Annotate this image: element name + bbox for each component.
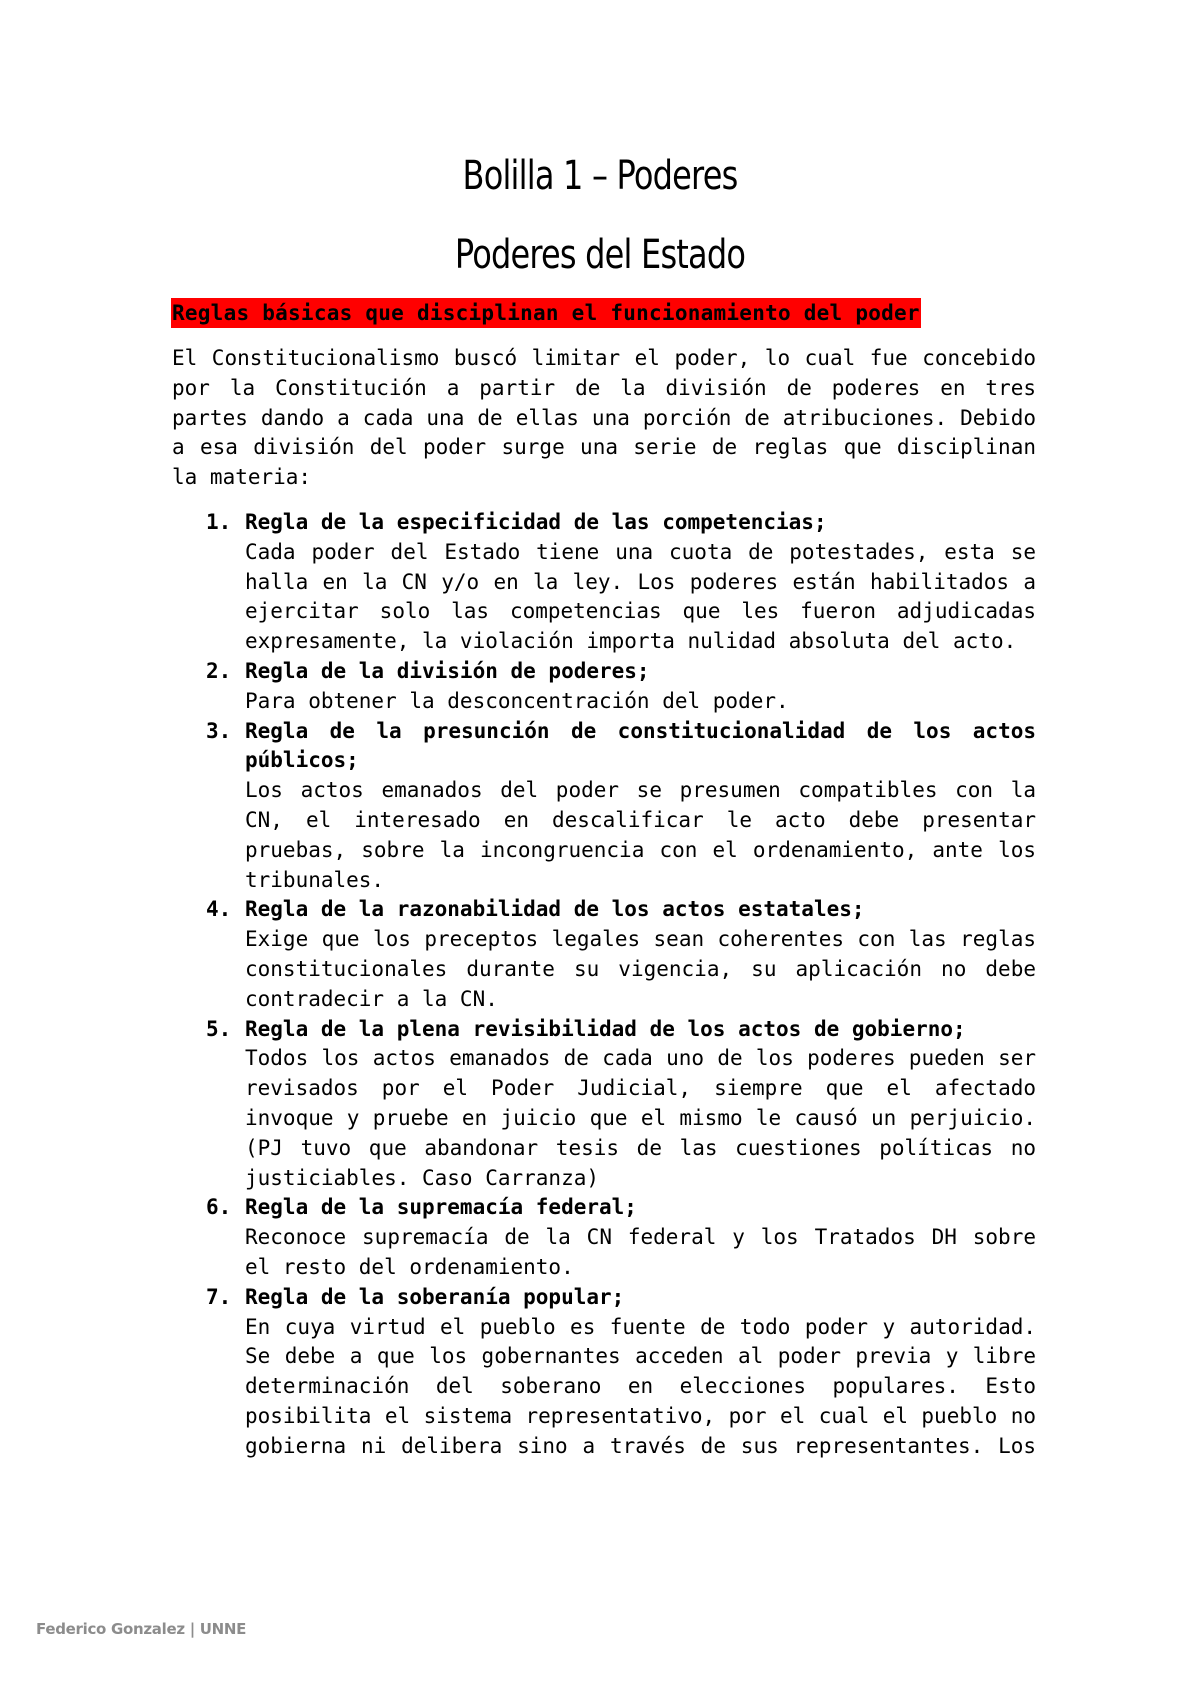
rule-title: Regla de la supremacía federal; [245,1195,637,1220]
list-item [172,1283,1036,1462]
document-subtitle: Poderes del Estado [454,232,746,278]
rule-body: Exige que los preceptos legales sean coherentes con las reglas constitucionales durante su vigencia, su aplicación no debe contradecir a la CN. [245,927,1036,1011]
list-item [172,657,1036,717]
document-title: Bolilla 1 – Poderes [462,153,738,199]
list-item [172,895,1036,1014]
rule-body: Para obtener la desconcentración del poder. [245,688,789,713]
rule-number: 7. [206,1284,232,1309]
rule-title: Regla de la razonabilidad de los actos estatales; [245,897,865,922]
rule-body: En cuya virtud el pueblo es fuente de todo poder y autoridad. Se debe a que los gobernantes acceden al poder previa y libre determinación del soberano en elecciones populares. Esto posibilita el sistema representativo, por el cual el pueblo no gobierna ni delibera sino a través de sus representantes. Los [245,1314,1036,1458]
rule-body: Reconoce supremacía de la CN federal y los Tratados DH sobre el resto del ordenamiento. [245,1225,1036,1279]
rule-number: 6. [206,1195,232,1220]
rule-title: Regla de la plena revisibilidad de los actos de gobierno; [245,1016,966,1041]
rule-body: Cada poder del Estado tiene una cuota de potestades, esta se halla en la CN y/o en la ley. Los poderes están habilitados a ejercitar solo las competencias que les fueron adjudicadas expresamente, la violación importa nulidad absoluta del acto. [245,539,1036,654]
rules-list [172,508,1036,1462]
rule-body: Los actos emanados del poder se presumen compatibles con la CN, el interesado en descalificar le acto debe presentar pruebas, sobre la incongruencia con el ordenamiento, ante los tribunales. [245,778,1036,892]
intro-paragraph: El Constitucionalismo buscó limitar el poder, lo cual fue concebido por la Constitución a partir de la división de poderes en tres partes dando a cada una de ellas una porción de atribuciones. Debido a esa división del poder surge una serie de reglas que disciplinan la materia: [172,346,1036,490]
list-item [172,508,1036,657]
rule-number: 1. [206,510,232,534]
rule-number: 3. [206,718,232,743]
list-item [172,1015,1036,1194]
rule-number: 2. [206,658,232,683]
rule-number: 5. [206,1016,232,1041]
list-item [172,717,1036,896]
rule-title: Regla de la especificidad de las competencias; [245,510,827,534]
rule-body: Todos los actos emanados de cada uno de los poderes pueden ser revisados por el Poder Judicial, siempre que el afectado invoque y pruebe en juicio que el mismo le causó un perjuicio. (PJ tuvo que abandonar tesis de las cuestiones políticas no justiciables. Caso Carranza) [245,1046,1036,1190]
rule-number: 4. [206,897,232,922]
rule-title: Regla de la división de poderes; [245,658,650,683]
rule-title: Regla de la presunción de constitucionalidad de los actos públicos; [245,718,1036,773]
list-item [172,1193,1036,1282]
section-heading: Reglas básicas que disciplinan el funcionamiento del poder [171,298,921,328]
rule-title: Regla de la soberanía popular; [245,1284,625,1309]
page-footer: Federico Gonzalez | UNNE [36,1620,247,1638]
